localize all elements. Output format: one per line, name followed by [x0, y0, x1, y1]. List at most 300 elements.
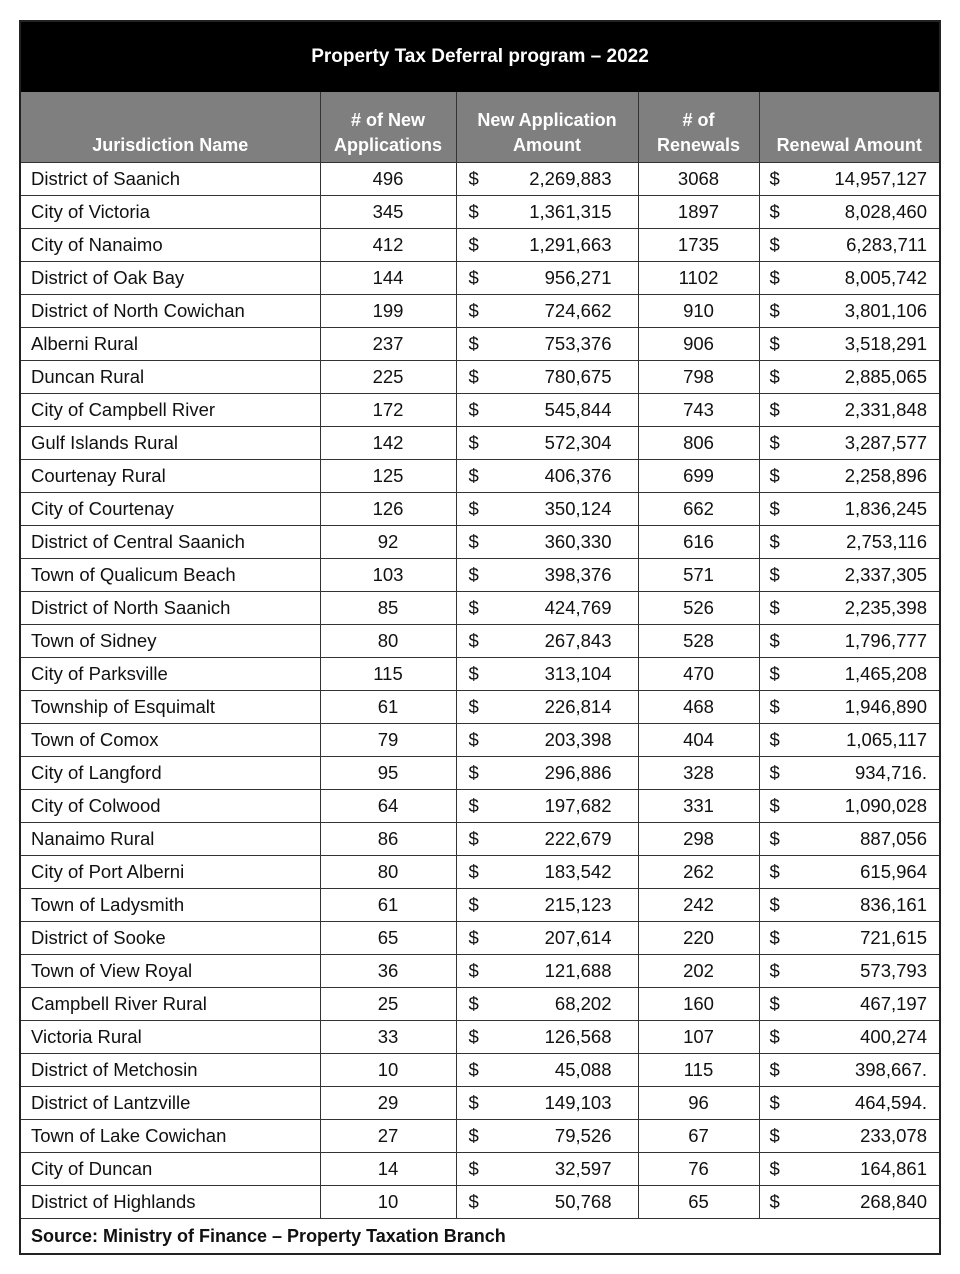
- table-row: [21, 294, 939, 327]
- currency-symbol: $: [769, 332, 780, 354]
- renewal-amount: [759, 426, 939, 459]
- currency-symbol: $: [468, 893, 479, 915]
- renewal-amount-value: 268,840: [860, 1190, 927, 1212]
- new-applications-count: 61: [320, 888, 456, 921]
- new-amount-value: 222,679: [544, 827, 612, 849]
- table-row: [21, 1185, 939, 1218]
- new-amount-value: 753,376: [544, 332, 612, 354]
- jurisdiction-name: City of Parksville: [21, 657, 320, 690]
- renewal-amount-value: 8,028,460: [844, 200, 927, 222]
- renewal-amount: [759, 888, 939, 921]
- new-application-amount: [456, 1020, 638, 1053]
- new-amount-value: 398,376: [544, 563, 612, 585]
- currency-symbol: $: [468, 959, 479, 981]
- currency-symbol: $: [468, 1124, 479, 1146]
- new-applications-count: 65: [320, 921, 456, 954]
- jurisdiction-name: Campbell River Rural: [21, 987, 320, 1020]
- renewal-amount: [759, 657, 939, 690]
- currency-symbol: $: [468, 992, 479, 1014]
- currency-symbol: $: [468, 827, 479, 849]
- currency-symbol: $: [769, 629, 780, 651]
- new-applications-count: 10: [320, 1185, 456, 1218]
- new-amount-value: 197,682: [544, 794, 612, 816]
- new-application-amount: [456, 492, 638, 525]
- new-amount-value: 572,304: [544, 431, 612, 453]
- jurisdiction-name: District of Metchosin: [21, 1053, 320, 1086]
- renewals-count: 404: [638, 723, 759, 756]
- new-applications-count: 36: [320, 954, 456, 987]
- new-application-amount: [456, 954, 638, 987]
- renewals-count: 76: [638, 1152, 759, 1185]
- renewals-count: 470: [638, 657, 759, 690]
- renewal-amount-value: 2,753,116: [846, 530, 927, 552]
- new-application-amount: [456, 327, 638, 360]
- new-application-amount: [456, 1119, 638, 1152]
- renewals-count: 328: [638, 756, 759, 789]
- jurisdiction-name: City of Courtenay: [21, 492, 320, 525]
- new-application-amount: [456, 921, 638, 954]
- new-applications-count: 86: [320, 822, 456, 855]
- renewals-count: 262: [638, 855, 759, 888]
- currency-symbol: $: [769, 299, 780, 321]
- renewals-count: 96: [638, 1086, 759, 1119]
- new-applications-count: 14: [320, 1152, 456, 1185]
- new-application-amount: [456, 1053, 638, 1086]
- jurisdiction-name: Town of Lake Cowichan: [21, 1119, 320, 1152]
- currency-symbol: $: [769, 398, 780, 420]
- currency-symbol: $: [769, 1190, 780, 1212]
- new-amount-value: 45,088: [554, 1058, 612, 1080]
- renewals-count: 528: [638, 624, 759, 657]
- currency-symbol: $: [769, 728, 780, 750]
- renewal-amount: [759, 459, 939, 492]
- new-applications-count: 496: [320, 162, 456, 195]
- renewal-amount-value: 1,946,890: [844, 695, 927, 717]
- currency-symbol: $: [468, 563, 479, 585]
- renewal-amount-value: 836,161: [860, 893, 927, 915]
- currency-symbol: $: [468, 860, 479, 882]
- new-applications-count: 103: [320, 558, 456, 591]
- currency-symbol: $: [468, 695, 479, 717]
- renewal-amount-value: 400,274: [860, 1025, 927, 1047]
- new-application-amount: [456, 789, 638, 822]
- table-row: [21, 360, 939, 393]
- renewal-amount: [759, 1086, 939, 1119]
- header-new-application-amount: New Application Amount: [456, 92, 638, 162]
- new-applications-count: 10: [320, 1053, 456, 1086]
- currency-symbol: $: [468, 464, 479, 486]
- renewal-amount: [759, 525, 939, 558]
- renewal-amount: [759, 162, 939, 195]
- new-amount-value: 79,526: [554, 1124, 612, 1146]
- new-application-amount: [456, 888, 638, 921]
- renewal-amount: [759, 1020, 939, 1053]
- new-application-amount: [456, 690, 638, 723]
- renewal-amount-value: 615,964: [860, 860, 927, 882]
- currency-symbol: $: [769, 662, 780, 684]
- currency-symbol: $: [468, 1157, 479, 1179]
- renewals-count: 160: [638, 987, 759, 1020]
- new-amount-value: 1,361,315: [529, 200, 612, 222]
- table-row: [21, 162, 939, 195]
- renewal-amount-value: 3,518,291: [844, 332, 927, 354]
- renewal-amount: [759, 789, 939, 822]
- renewal-amount: [759, 261, 939, 294]
- new-applications-count: 125: [320, 459, 456, 492]
- renewals-count: 202: [638, 954, 759, 987]
- renewals-count: 699: [638, 459, 759, 492]
- new-applications-count: 126: [320, 492, 456, 525]
- renewal-amount-value: 2,235,398: [844, 596, 927, 618]
- renewals-count: 242: [638, 888, 759, 921]
- currency-symbol: $: [468, 365, 479, 387]
- currency-symbol: $: [468, 794, 479, 816]
- new-application-amount: [456, 855, 638, 888]
- currency-symbol: $: [468, 728, 479, 750]
- renewal-amount: [759, 987, 939, 1020]
- renewals-count: 571: [638, 558, 759, 591]
- new-amount-value: 121,688: [544, 959, 612, 981]
- table-row: [21, 921, 939, 954]
- new-amount-value: 68,202: [554, 992, 612, 1014]
- table-row: [21, 525, 939, 558]
- renewal-amount: [759, 723, 939, 756]
- jurisdiction-name: District of Central Saanich: [21, 525, 320, 558]
- new-applications-count: 115: [320, 657, 456, 690]
- renewals-count: 298: [638, 822, 759, 855]
- table-row: [21, 459, 939, 492]
- new-amount-value: 956,271: [544, 266, 612, 288]
- table-row: [21, 195, 939, 228]
- currency-symbol: $: [769, 200, 780, 222]
- renewal-amount: [759, 228, 939, 261]
- currency-symbol: $: [769, 959, 780, 981]
- table-row: [21, 228, 939, 261]
- new-application-amount: [456, 1185, 638, 1218]
- table-row: [21, 756, 939, 789]
- new-applications-count: 92: [320, 525, 456, 558]
- new-application-amount: [456, 393, 638, 426]
- header-jurisdiction: Jurisdiction Name: [21, 92, 320, 162]
- new-amount-value: 360,330: [544, 530, 612, 552]
- new-amount-value: 32,597: [554, 1157, 612, 1179]
- currency-symbol: $: [769, 761, 780, 783]
- new-applications-count: 29: [320, 1086, 456, 1119]
- jurisdiction-name: District of Highlands: [21, 1185, 320, 1218]
- renewal-amount-value: 1,090,028: [844, 794, 927, 816]
- currency-symbol: $: [769, 1124, 780, 1146]
- renewals-count: 67: [638, 1119, 759, 1152]
- renewals-count: 468: [638, 690, 759, 723]
- renewal-amount-value: 3,801,106: [844, 299, 927, 321]
- new-application-amount: [456, 558, 638, 591]
- new-applications-count: 225: [320, 360, 456, 393]
- renewal-amount-value: 398,667.: [854, 1058, 927, 1080]
- renewals-count: 1102: [638, 261, 759, 294]
- jurisdiction-name: City of Duncan: [21, 1152, 320, 1185]
- currency-symbol: $: [468, 167, 479, 189]
- new-amount-value: 2,269,883: [529, 167, 612, 189]
- renewals-count: 115: [638, 1053, 759, 1086]
- renewals-count: 331: [638, 789, 759, 822]
- new-amount-value: 424,769: [544, 596, 612, 618]
- renewals-count: 743: [638, 393, 759, 426]
- new-application-amount: [456, 459, 638, 492]
- table-row: [21, 1053, 939, 1086]
- header-new-applications: # of New Applications: [320, 92, 456, 162]
- renewal-amount-value: 3,287,577: [844, 431, 927, 453]
- new-application-amount: [456, 228, 638, 261]
- new-application-amount: [456, 1152, 638, 1185]
- new-applications-count: 237: [320, 327, 456, 360]
- renewal-amount-value: 2,258,896: [844, 464, 927, 486]
- jurisdiction-name: Town of Ladysmith: [21, 888, 320, 921]
- new-application-amount: [456, 723, 638, 756]
- renewals-count: 906: [638, 327, 759, 360]
- jurisdiction-name: Town of Sidney: [21, 624, 320, 657]
- renewal-amount-value: 464,594.: [854, 1091, 927, 1113]
- new-applications-count: 64: [320, 789, 456, 822]
- renewal-amount-value: 1,065,117: [846, 728, 927, 750]
- new-application-amount: [456, 591, 638, 624]
- renewal-amount-value: 6,283,711: [846, 233, 927, 255]
- new-application-amount: [456, 294, 638, 327]
- renewals-count: 616: [638, 525, 759, 558]
- renewal-amount-value: 233,078: [860, 1124, 927, 1146]
- new-amount-value: 780,675: [544, 365, 612, 387]
- new-amount-value: 203,398: [544, 728, 612, 750]
- renewal-amount: [759, 492, 939, 525]
- table-row: [21, 1152, 939, 1185]
- renewal-amount: [759, 1119, 939, 1152]
- new-amount-value: 226,814: [544, 695, 612, 717]
- currency-symbol: $: [769, 860, 780, 882]
- currency-symbol: $: [769, 1157, 780, 1179]
- table-row: [21, 855, 939, 888]
- currency-symbol: $: [769, 167, 780, 189]
- renewals-count: 910: [638, 294, 759, 327]
- currency-symbol: $: [468, 200, 479, 222]
- new-amount-value: 313,104: [544, 662, 612, 684]
- table-row: [21, 591, 939, 624]
- new-application-amount: [456, 987, 638, 1020]
- currency-symbol: $: [769, 563, 780, 585]
- renewal-amount: [759, 921, 939, 954]
- new-application-amount: [456, 657, 638, 690]
- currency-symbol: $: [769, 695, 780, 717]
- renewal-amount-value: 2,331,848: [844, 398, 927, 420]
- new-applications-count: 25: [320, 987, 456, 1020]
- renewal-amount-value: 1,796,777: [844, 629, 927, 651]
- jurisdiction-name: Town of Qualicum Beach: [21, 558, 320, 591]
- new-application-amount: [456, 756, 638, 789]
- renewal-amount-value: 164,861: [860, 1157, 927, 1179]
- new-amount-value: 350,124: [544, 497, 612, 519]
- new-application-amount: [456, 360, 638, 393]
- renewal-amount: [759, 327, 939, 360]
- table-row: [21, 327, 939, 360]
- table-row: [21, 657, 939, 690]
- currency-symbol: $: [468, 398, 479, 420]
- new-applications-count: 142: [320, 426, 456, 459]
- renewals-count: 65: [638, 1185, 759, 1218]
- renewal-amount: [759, 195, 939, 228]
- table-title: Property Tax Deferral program – 2022: [21, 22, 939, 92]
- new-amount-value: 50,768: [554, 1190, 612, 1212]
- currency-symbol: $: [468, 662, 479, 684]
- jurisdiction-name: District of Sooke: [21, 921, 320, 954]
- renewal-amount-value: 14,957,127: [834, 167, 927, 189]
- new-applications-count: 33: [320, 1020, 456, 1053]
- currency-symbol: $: [468, 233, 479, 255]
- table-row: [21, 789, 939, 822]
- jurisdiction-name: Duncan Rural: [21, 360, 320, 393]
- renewals-count: 662: [638, 492, 759, 525]
- new-application-amount: [456, 261, 638, 294]
- deferral-table: [21, 92, 939, 1219]
- deferral-table-frame: [19, 20, 941, 1255]
- currency-symbol: $: [468, 266, 479, 288]
- jurisdiction-name: Courtenay Rural: [21, 459, 320, 492]
- new-applications-count: 95: [320, 756, 456, 789]
- renewal-amount: [759, 294, 939, 327]
- currency-symbol: $: [769, 827, 780, 849]
- renewal-amount-value: 467,197: [860, 992, 927, 1014]
- new-applications-count: 27: [320, 1119, 456, 1152]
- renewal-amount: [759, 690, 939, 723]
- currency-symbol: $: [468, 1091, 479, 1113]
- currency-symbol: $: [769, 530, 780, 552]
- jurisdiction-name: City of Campbell River: [21, 393, 320, 426]
- currency-symbol: $: [468, 530, 479, 552]
- table-row: [21, 393, 939, 426]
- renewal-amount-value: 721,615: [860, 926, 927, 948]
- new-application-amount: [456, 195, 638, 228]
- renewals-count: 806: [638, 426, 759, 459]
- new-application-amount: [456, 426, 638, 459]
- currency-symbol: $: [769, 464, 780, 486]
- renewal-amount: [759, 591, 939, 624]
- table-row: [21, 822, 939, 855]
- renewal-amount-value: 2,337,305: [844, 563, 927, 585]
- renewal-amount-value: 1,465,208: [844, 662, 927, 684]
- renewal-amount-value: 573,793: [860, 959, 927, 981]
- jurisdiction-name: District of North Cowichan: [21, 294, 320, 327]
- renewals-count: 526: [638, 591, 759, 624]
- renewal-amount: [759, 822, 939, 855]
- new-amount-value: 296,886: [544, 761, 612, 783]
- renewal-amount: [759, 624, 939, 657]
- table-row: [21, 888, 939, 921]
- renewal-amount-value: 887,056: [860, 827, 927, 849]
- renewal-amount-value: 934,716.: [854, 761, 927, 783]
- jurisdiction-name: City of Victoria: [21, 195, 320, 228]
- currency-symbol: $: [468, 332, 479, 354]
- renewal-amount: [759, 558, 939, 591]
- renewal-amount: [759, 954, 939, 987]
- new-applications-count: 199: [320, 294, 456, 327]
- header-row: [21, 92, 939, 162]
- jurisdiction-name: District of Lantzville: [21, 1086, 320, 1119]
- table-row: [21, 426, 939, 459]
- renewal-amount-value: 8,005,742: [844, 266, 927, 288]
- currency-symbol: $: [769, 1025, 780, 1047]
- renewal-amount: [759, 1152, 939, 1185]
- new-applications-count: 85: [320, 591, 456, 624]
- source-note: Source: Ministry of Finance – Property Taxation Branch: [31, 1225, 506, 1246]
- table-row: [21, 1119, 939, 1152]
- table-row: [21, 1086, 939, 1119]
- jurisdiction-name: City of Colwood: [21, 789, 320, 822]
- currency-symbol: $: [468, 497, 479, 519]
- jurisdiction-name: Town of View Royal: [21, 954, 320, 987]
- table-row: [21, 492, 939, 525]
- renewal-amount: [759, 756, 939, 789]
- renewals-count: 3068: [638, 162, 759, 195]
- currency-symbol: $: [769, 431, 780, 453]
- new-application-amount: [456, 624, 638, 657]
- renewal-amount-value: 2,885,065: [844, 365, 927, 387]
- renewals-count: 798: [638, 360, 759, 393]
- renewal-amount: [759, 393, 939, 426]
- new-applications-count: 412: [320, 228, 456, 261]
- renewals-count: 107: [638, 1020, 759, 1053]
- jurisdiction-name: District of Saanich: [21, 162, 320, 195]
- jurisdiction-name: Victoria Rural: [21, 1020, 320, 1053]
- table-row: [21, 558, 939, 591]
- currency-symbol: $: [769, 1058, 780, 1080]
- new-amount-value: 1,291,663: [529, 233, 612, 255]
- jurisdiction-name: City of Port Alberni: [21, 855, 320, 888]
- new-application-amount: [456, 822, 638, 855]
- new-applications-count: 80: [320, 855, 456, 888]
- new-amount-value: 267,843: [544, 629, 612, 651]
- renewals-count: 1897: [638, 195, 759, 228]
- table-row: [21, 624, 939, 657]
- currency-symbol: $: [468, 761, 479, 783]
- jurisdiction-name: City of Langford: [21, 756, 320, 789]
- new-application-amount: [456, 1086, 638, 1119]
- currency-symbol: $: [769, 1091, 780, 1113]
- header-renewal-amount: Renewal Amount: [759, 92, 939, 162]
- jurisdiction-name: District of North Saanich: [21, 591, 320, 624]
- table-body: [21, 162, 939, 1218]
- currency-symbol: $: [769, 233, 780, 255]
- jurisdiction-name: Alberni Rural: [21, 327, 320, 360]
- renewal-amount: [759, 855, 939, 888]
- new-application-amount: [456, 162, 638, 195]
- jurisdiction-name: Gulf Islands Rural: [21, 426, 320, 459]
- new-applications-count: 80: [320, 624, 456, 657]
- renewal-amount: [759, 360, 939, 393]
- new-amount-value: 724,662: [544, 299, 612, 321]
- renewals-count: 220: [638, 921, 759, 954]
- table-row: [21, 261, 939, 294]
- currency-symbol: $: [468, 1025, 479, 1047]
- currency-symbol: $: [769, 893, 780, 915]
- currency-symbol: $: [468, 1190, 479, 1212]
- table-row: [21, 1020, 939, 1053]
- currency-symbol: $: [468, 629, 479, 651]
- currency-symbol: $: [468, 596, 479, 618]
- jurisdiction-name: District of Oak Bay: [21, 261, 320, 294]
- renewal-amount-value: 1,836,245: [844, 497, 927, 519]
- new-amount-value: 183,542: [544, 860, 612, 882]
- currency-symbol: $: [769, 365, 780, 387]
- table-row: [21, 723, 939, 756]
- table-row: [21, 954, 939, 987]
- new-applications-count: 172: [320, 393, 456, 426]
